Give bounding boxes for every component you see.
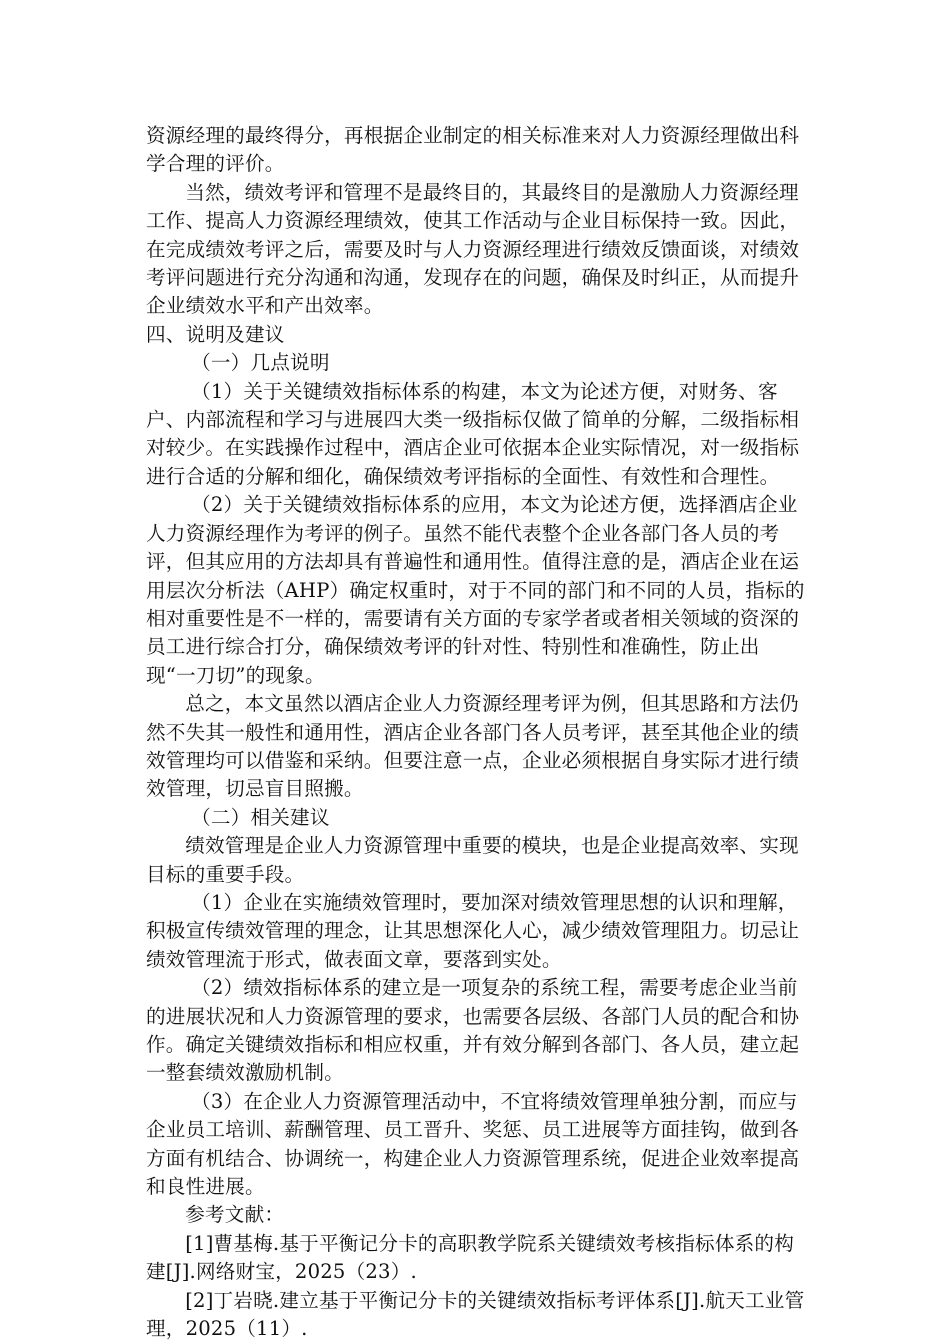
paragraph-note-2: （2）关于关键绩效指标体系的应用，本文为论述方便，选择酒店企业人力资源经理作为考评的例子。虽然不能代表整个企业各部门各人员的考评，但其应用的方法却具有普遍性和通用性。值得注意的是，酒店企业在运用层次分析法（AHP）确定权重时，对于不同的部门和不同的人员，指标的相对重要性是不一样的，需要请有关方面的专家学者或者相关领域的资深的员工进行综合打分，确保绩效考评的针对性、特别性和准确性，防止出现“一刀切”的现象。 — [146, 493, 805, 687]
paragraph-intro-end: 资源经理的最终得分，再根据企业制定的相关标准来对人力资源经理做出科学合理的评价。 — [146, 124, 800, 176]
subsection-heading-1: （一）几点说明 — [191, 351, 330, 375]
paragraph-feedback: 当然，绩效考评和管理不是最终目的，其最终目的是激励人力资源经理工作、提高人力资源经理绩效，使其工作活动与企业目标保持一致。因此，在完成绩效考评之后，需要及时与人力资源经理进行绩效反馈面谈，对绩效考评问题进行充分沟通和沟通，发现存在的问题，确保及时纠正，从而提升企业绩效水平和产出效率。 — [146, 180, 800, 318]
paragraph-suggestion-intro: 绩效管理是企业人力资源管理中重要的模块，也是企业提高效率、实现目标的重要手段。 — [146, 834, 799, 886]
paragraph-suggestion-3: （3）在企业人力资源管理活动中，不宜将绩效管理单独分割，而应与企业员工培训、薪酬管理、员工晋升、奖惩、员工进展等方面挂钩，做到各方面有机结合、协调统一，构建企业人力资源管理系统，促进企业效率提高和良性进展。 — [146, 1089, 800, 1199]
paragraph-summary: 总之，本文虽然以酒店企业人力资源经理考评为例，但其思路和方法仍然不失其一般性和通用性，酒店企业各部门各人员考评，甚至其他企业的绩效管理均可以借鉴和采纳。但要注意一点，企业必须根据自身实际才进行绩效管理，切忌盲目照搬。 — [146, 692, 800, 801]
subsection-heading-2: （二）相关建议 — [191, 805, 330, 829]
references-heading: 参考文献： — [185, 1203, 285, 1227]
paragraph-suggestion-1: （1）企业在实施绩效管理时，要加深对绩效管理思想的认识和理解，积极宣传绩效管理的理念，让其思想深化人心，减少绩效管理阻力。切忌让绩效管理流于形式，做表面文章，要落到实处。 — [146, 890, 800, 971]
section-heading-4: 四、说明及建议 — [146, 322, 285, 346]
reference-item-2: [2]丁岩晓.建立基于平衡记分卡的关键绩效指标考评体系[J].航天工业管理，2025（11）. — [146, 1288, 805, 1341]
paragraph-note-1: （1）关于关键绩效指标体系的构建，本文为论述方便，对财务、客户、内部流程和学习与进展四大类一级指标仅做了简单的分解，二级指标相对较少。在实践操作过程中，酒店企业可依据本企业实际情况，对一级指标进行合适的分解和细化，确保绩效考评指标的全面性、有效性和合理性。 — [146, 379, 800, 488]
paragraph-suggestion-2: （2）绩效指标体系的建立是一项复杂的系统工程，需要考虑企业当前的进展状况和人力资源管理的要求，也需要各层级、各部门人员的配合和协作。确定关键绩效指标和相应权重，并有效分解到各部门、各人员，建立起一整套绩效激励机制。 — [146, 976, 800, 1085]
document-body — [146, 122, 806, 1343]
reference-item-1: [1]曹基梅.基于平衡记分卡的高职教学院系关键绩效考核指标体系的构建[J].网络财宝，2025（23）. — [146, 1231, 794, 1284]
